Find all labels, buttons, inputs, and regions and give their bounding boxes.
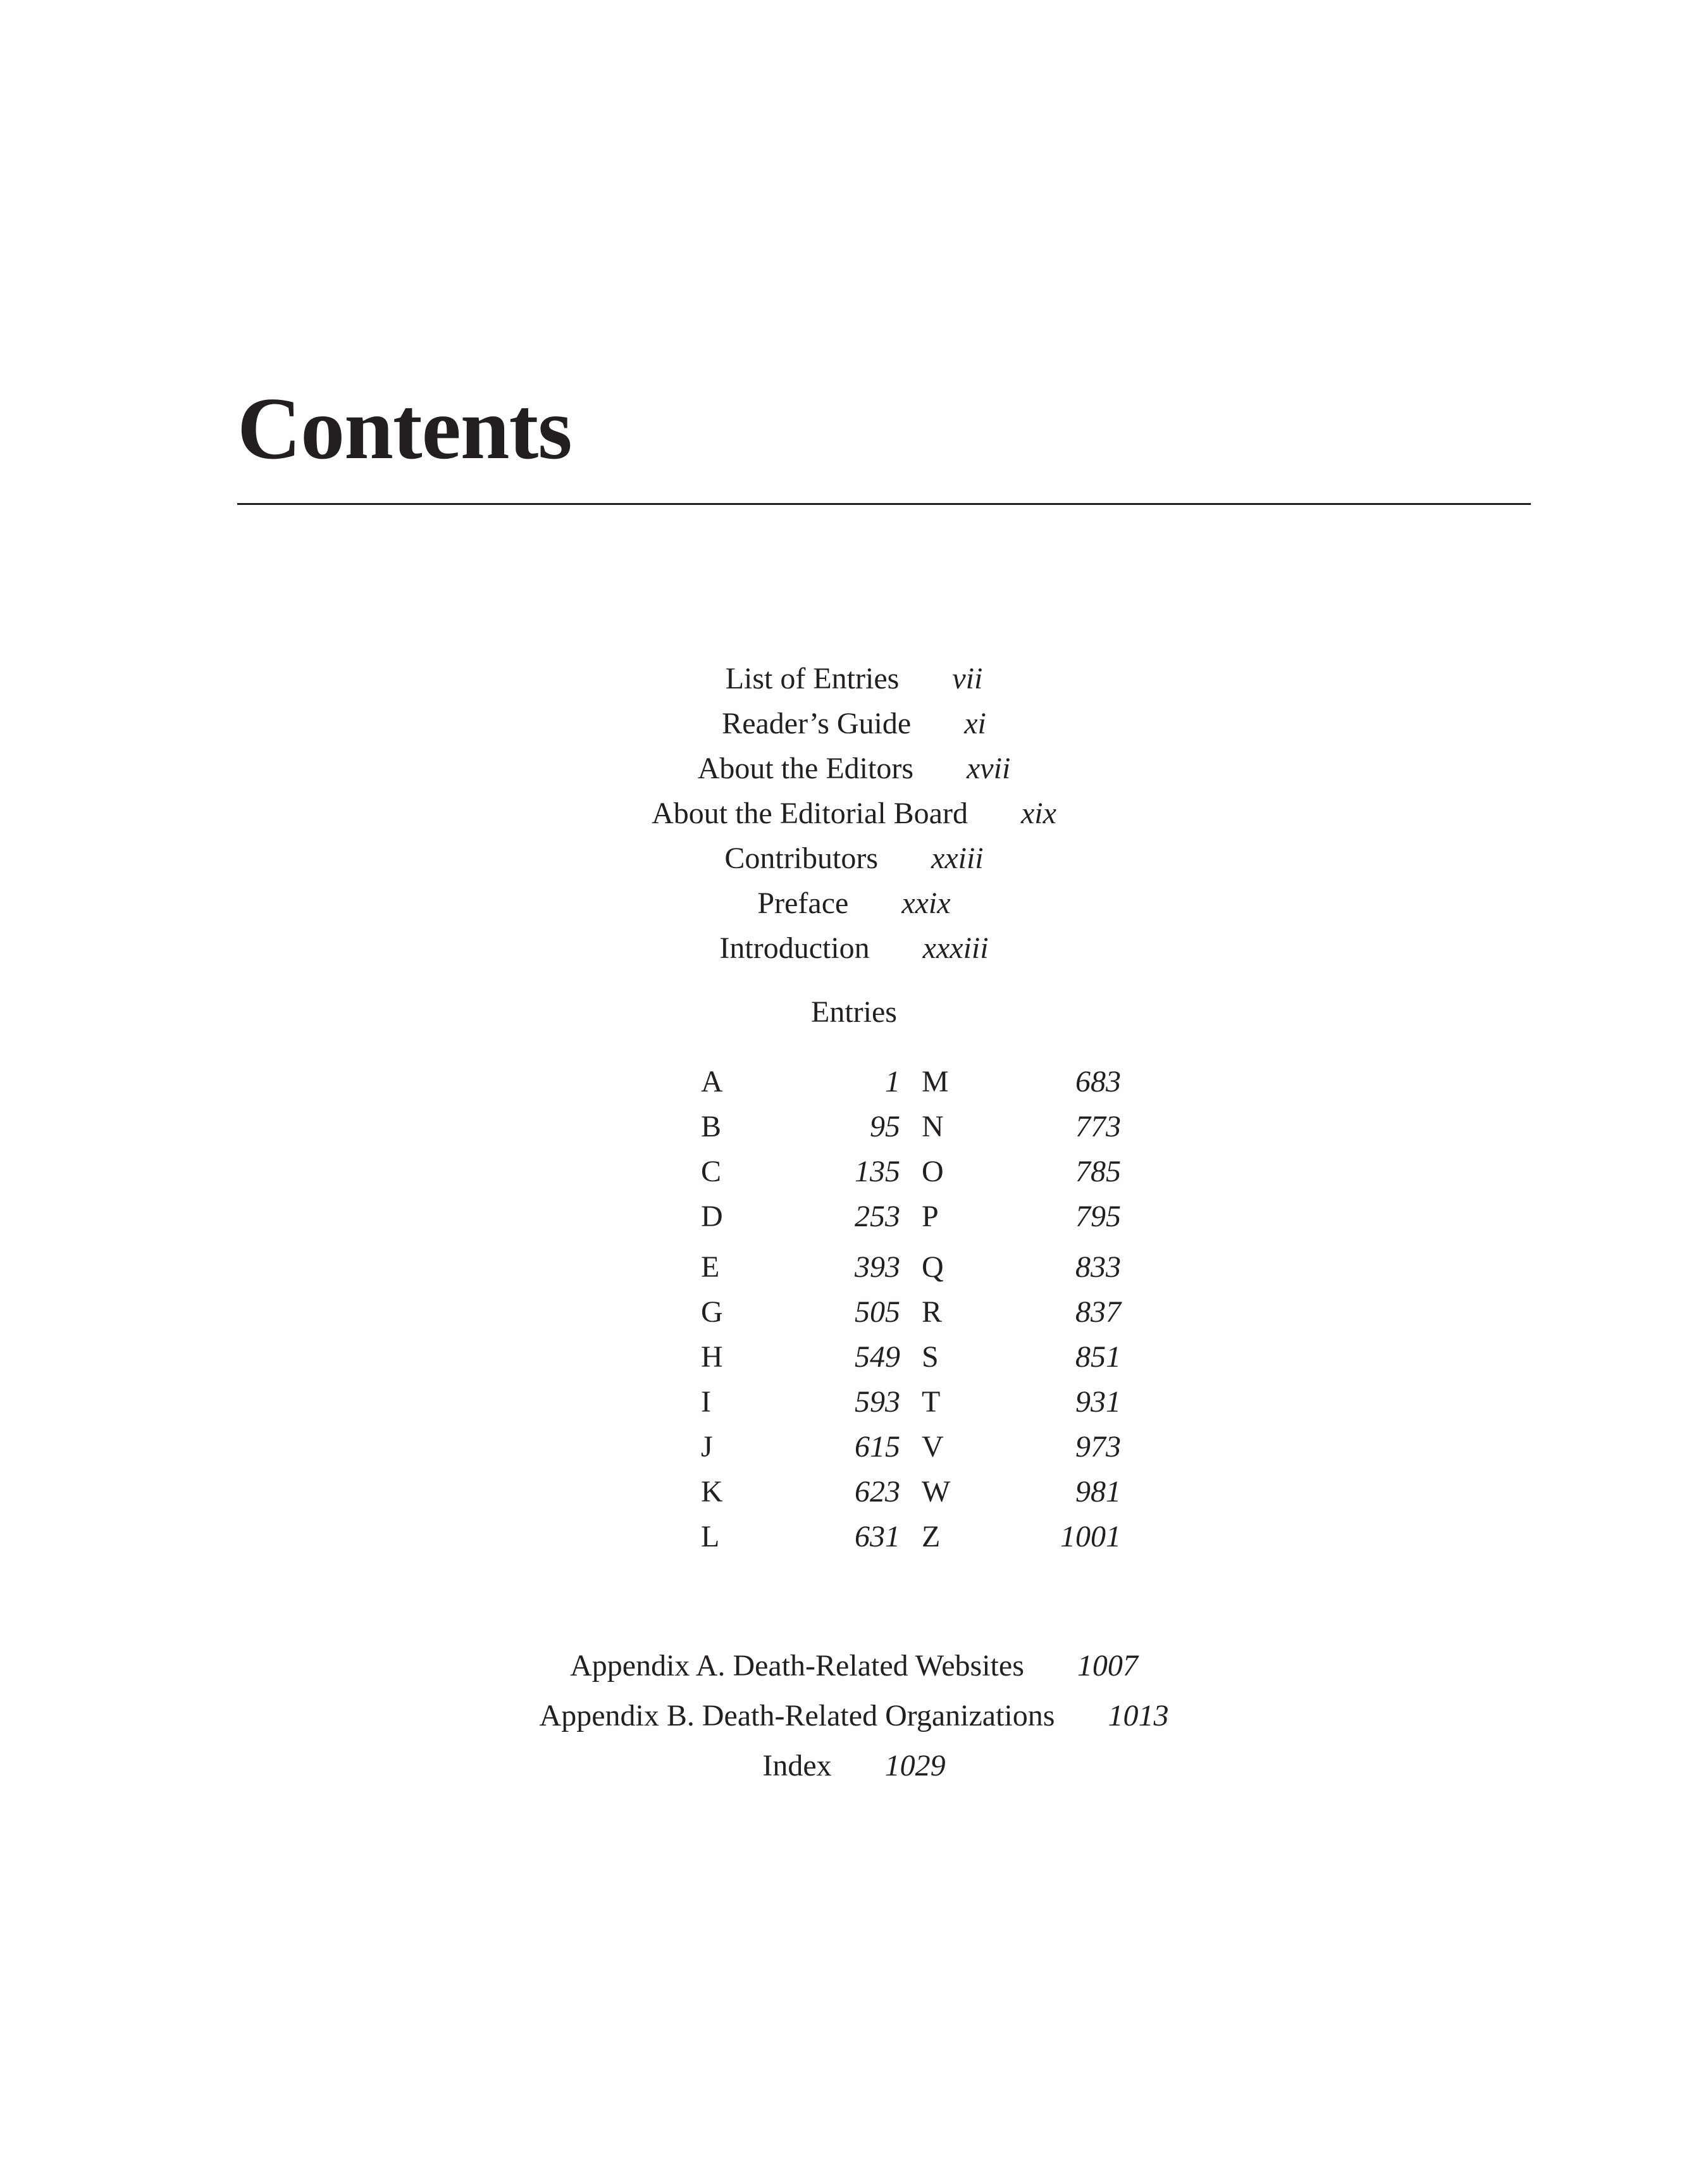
entry-page: 981: [1075, 1475, 1121, 1508]
toc-item-about-the-editors[interactable]: [0, 750, 1708, 788]
toc-item-contributors[interactable]: [0, 840, 1708, 878]
entry-page: 615: [855, 1430, 900, 1464]
toc-item-page: 1007: [1077, 1649, 1138, 1682]
toc-item-index[interactable]: [0, 1747, 1708, 1785]
entry-page: 785: [1075, 1155, 1121, 1188]
entry-page: 623: [855, 1475, 900, 1508]
entry-letter: P: [922, 1200, 939, 1233]
entry-letter: V: [922, 1430, 944, 1464]
entry-page: 931: [1075, 1385, 1121, 1419]
entry-page: 833: [1075, 1250, 1121, 1284]
entry-letter: R: [922, 1295, 943, 1329]
toc-item-page: vii: [952, 662, 983, 695]
entry-letter: A: [701, 1065, 723, 1098]
entry-page: 253: [855, 1200, 900, 1233]
toc-item-label: Appendix A. Death-Related Websites: [570, 1649, 1024, 1682]
toc-item-label: Appendix B. Death-Related Organizations: [539, 1699, 1055, 1732]
toc-item-label: Index: [762, 1749, 832, 1782]
entry-page: 973: [1075, 1430, 1121, 1464]
entry-letter: N: [922, 1110, 944, 1143]
entries-heading: Entries: [811, 995, 897, 1029]
entry-page: 683: [1075, 1065, 1121, 1098]
entry-letter: S: [922, 1340, 939, 1374]
toc-item-page: xvii: [967, 752, 1011, 785]
toc-item-page: xxiii: [931, 842, 984, 875]
toc-item-page: 1013: [1108, 1699, 1169, 1732]
entry-page: 1001: [1060, 1520, 1121, 1553]
toc-item-label: About the Editorial Board: [652, 797, 968, 830]
entry-letter: O: [922, 1155, 944, 1188]
toc-item-label: List of Entries: [725, 662, 900, 695]
entry-page: 773: [1075, 1110, 1121, 1143]
entry-page: 795: [1075, 1200, 1121, 1233]
entry-letter: K: [701, 1475, 723, 1508]
toc-item-appendix-a[interactable]: [0, 1647, 1708, 1685]
toc-item-page: xi: [964, 707, 986, 740]
entry-page: 631: [855, 1520, 900, 1553]
entry-page: 851: [1075, 1340, 1121, 1374]
entry-page: 393: [855, 1250, 900, 1284]
entry-letter: D: [701, 1200, 723, 1233]
toc-item-label: Preface: [757, 886, 849, 920]
entry-page: 135: [855, 1155, 900, 1188]
entry-letter: Q: [922, 1250, 944, 1284]
toc-item-preface[interactable]: [0, 885, 1708, 923]
toc-item-label: Reader’s Guide: [722, 707, 912, 740]
toc-item-page: xxxiii: [922, 931, 989, 965]
toc-item-list-of-entries[interactable]: [0, 660, 1708, 698]
toc-item-page: 1029: [884, 1749, 946, 1782]
entry-page: 1: [885, 1065, 900, 1098]
toc-item-appendix-b[interactable]: [0, 1697, 1708, 1735]
entry-letter: W: [922, 1475, 951, 1508]
entry-letter: B: [701, 1110, 722, 1143]
toc-item-page: xix: [1020, 797, 1056, 830]
entry-page: 837: [1075, 1295, 1121, 1329]
entry-letter: H: [701, 1340, 723, 1374]
entry-page: 593: [855, 1385, 900, 1419]
entry-letter: E: [701, 1250, 720, 1284]
entry-letter: I: [701, 1385, 711, 1419]
toc-item-label: Introduction: [719, 931, 870, 965]
entry-page: 549: [855, 1340, 900, 1374]
entry-letter: C: [701, 1155, 722, 1188]
toc-item-label: Contributors: [724, 842, 879, 875]
page-title: Contents: [237, 380, 572, 478]
entry-letter: M: [922, 1065, 949, 1098]
entry-letter: G: [701, 1295, 723, 1329]
toc-item-readers-guide[interactable]: [0, 705, 1708, 743]
entry-letter: Z: [922, 1520, 941, 1553]
entry-letter: J: [701, 1430, 713, 1464]
entry-page: 95: [870, 1110, 900, 1143]
toc-item-about-the-editorial-board[interactable]: [0, 795, 1708, 833]
entry-letter: L: [701, 1520, 720, 1553]
entry-page: 505: [855, 1295, 900, 1329]
toc-item-label: About the Editors: [697, 752, 913, 785]
entry-letter: T: [922, 1385, 941, 1419]
toc-item-page: xxix: [901, 886, 951, 920]
title-rule: [237, 503, 1531, 505]
toc-item-introduction[interactable]: [0, 930, 1708, 967]
